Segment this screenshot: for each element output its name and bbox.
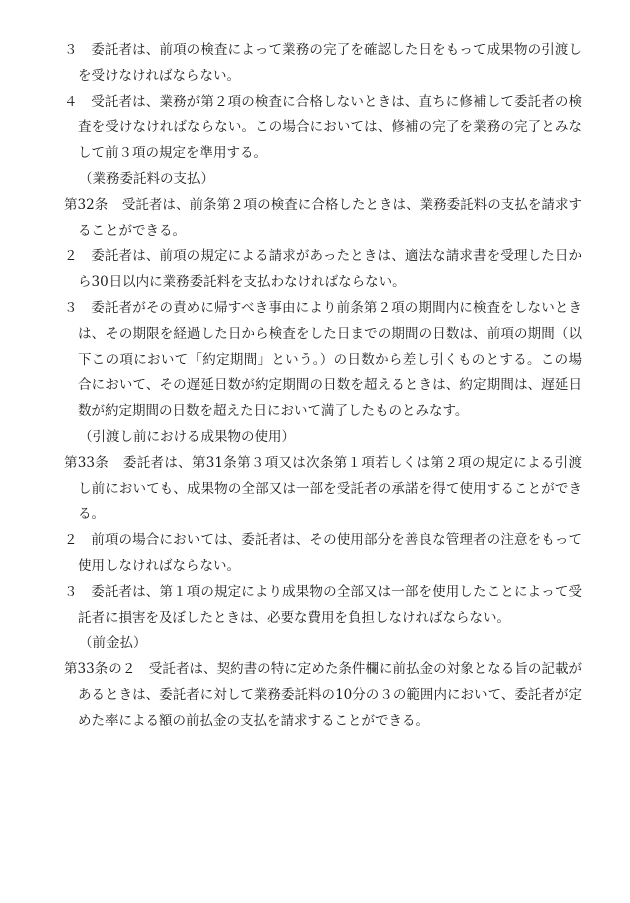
heading-use-before-delivery: （引渡し前における成果物の使用） — [79, 428, 295, 445]
heading-advance-payment: （前金払） — [79, 635, 147, 652]
clause-32-2: ２ 委託者は、前項の規定による請求があったときは、適法な請求書を受理した日から30日以内に業務委託料を支払わなければならない。 — [64, 248, 582, 291]
heading-payment: （業務委託料の支払） — [79, 170, 214, 187]
clause-33-2: ２ 前項の場合においては、委託者は、その使用部分を善良な管理者の注意をもって使用しなければならない。 — [64, 532, 582, 574]
clause-31-4: ４ 受託者は、業務が第２項の検査に合格しないときは、直ちに修補して委託者の検査を受けなければならない。この場合においては、修補の完了を業務の完了とみなして前３項の規定を準用する。 — [64, 93, 582, 162]
article-33-1: 第33条 委託者は、第31条第３項又は次条第１項若しくは第２項の規定による引渡し前においても、成果物の全部又は一部を受託者の承諾を得て使用することができる。 — [64, 454, 582, 523]
document-body — [64, 38, 582, 735]
article-33-2: 第33条の２ 受託者は、契約書の特に定めた条件欄に前払金の対象となる旨の記載があるときは、委託者に対して業務委託料の10分の３の範囲内において、委託者が定めた率による額の前払金の支払を請求することができる。 — [64, 661, 582, 729]
clause-31-3: ３ 委託者は、前項の検査によって業務の完了を確認した日をもって成果物の引渡しを受けなければならない。 — [64, 42, 582, 84]
article-32-1: 第32条 受託者は、前条第２項の検査に合格したときは、業務委託料の支払を請求することができる。 — [64, 196, 582, 239]
clause-33-3: ３ 委託者は、第１項の規定により成果物の全部又は一部を使用したことによって受託者に損害を及ぼしたときは、必要な費用を負担しなければならない。 — [64, 583, 582, 626]
clause-32-3: ３ 委託者がその責めに帰すべき事由により前条第２項の期間内に検査をしないときは、その期限を経過した日から検査をした日までの期間の日数は、前項の期間（以下この項において「約定期間」という。）の日数から差し引くものとする。この場合において、その遅延日数が約定期間の日数を超えるときは、約定期間は、遅延日数が約定期間の日数を超えた日において満了したものとみなす。 — [64, 299, 582, 420]
